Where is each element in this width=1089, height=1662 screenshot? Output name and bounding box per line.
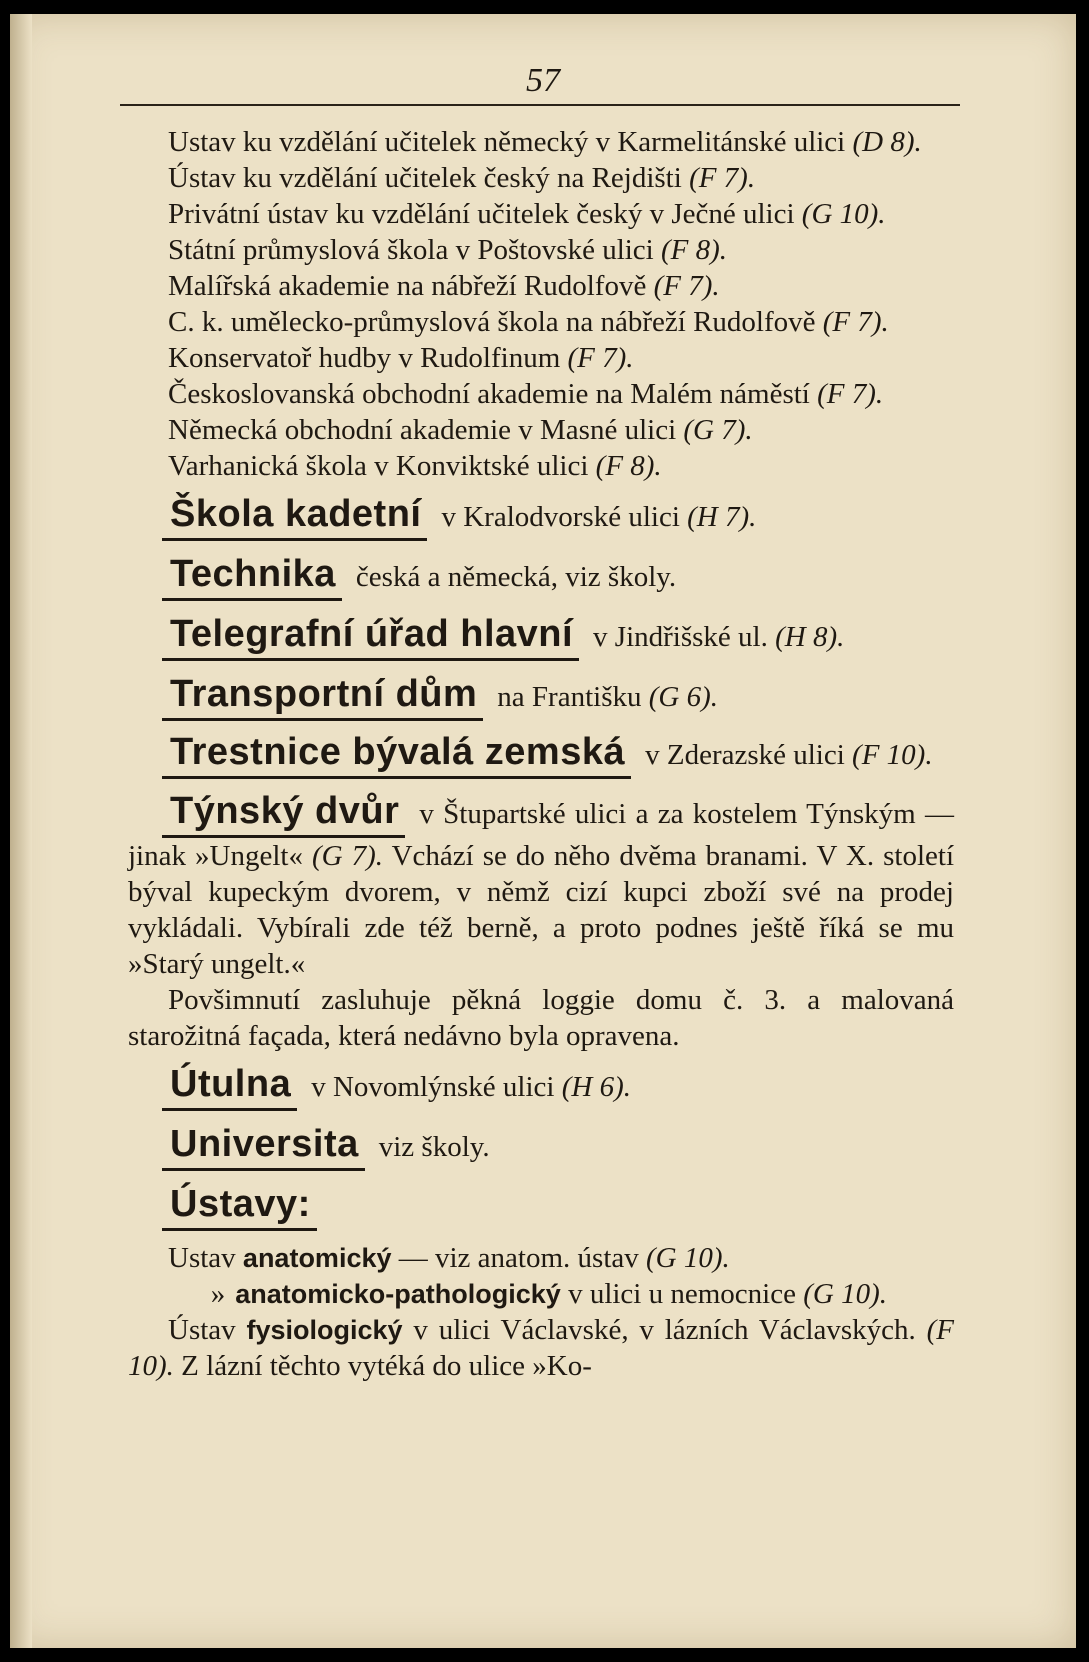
book-page [10, 14, 1076, 1648]
headword-entry-utulna: Útulna v Novomlýnské ulici (H 6). [128, 1060, 954, 1114]
entry-umelecko-prumyslova: C. k. umělecko-průmyslová škola na nábřeží Rudolfově (F 7). [168, 306, 889, 338]
entry-statni-skola: Státní průmyslová škola v Poštovské ulici (F 8). [168, 234, 728, 266]
headword-entry-transportni-dum: Transportní dům na Františku (G 6). [128, 670, 954, 724]
entry-ustav-cesky: Ústav ku vzdělání učitelek český na Rejdišti (F 7). [168, 162, 756, 194]
entry-obchodni-akademie-cs: Českoslovanská obchodní akademie na Malém náměstí (F 7). [168, 378, 884, 410]
headword-entry-tynsky-dvur: Týnský dvůr v Štupartské ulici a za kostelem Týnským — jinak »Ungelt« (G 7). Vchází se do něho dvěma branami. V X. století býval kupeckým dvorem, v němž cizí kupci zboží své na prodej vykládali. Vybírali zde též berně, a proto podnes ještě říká se mu »Starý ungelt.« [128, 790, 955, 980]
headword-entry-universita: Universita viz školy. [128, 1120, 954, 1174]
headword-entry-trestnice: Trestnice bývalá zemská v Zderazské ulici (F 10). [128, 730, 954, 779]
header-rule [120, 104, 960, 106]
page-text [128, 124, 954, 1384]
headword-entry-technika: Technika česká a německá, viz školy. [128, 550, 954, 604]
headword: Transportní dům [162, 672, 483, 721]
headword-entry-telegrafni-urad: Telegrafní úřad hlavní v Jindřišské ul. (H 8). [128, 610, 954, 664]
tynsky-dvur-note: Povšimnutí zasluhuje pěkná loggie domu č. 3. a malovaná starožitná façada, která nedávno byla opravena. [128, 984, 954, 1052]
headword: Škola kadetní [162, 492, 427, 541]
headword: Universita [162, 1122, 365, 1171]
headword: Technika [162, 552, 342, 601]
page-spine-shadow [10, 14, 32, 1648]
ustav-anatomicky: Ustav anatomický — viz anatom. ústav (G 10). [168, 1242, 730, 1274]
entry-ustav-nemecky: Ustav ku vzdělání učitelek německý v Karmelitánské ulici (D 8). [168, 126, 922, 158]
entry-privatni-ustav: Privátní ústav ku vzdělání učitelek český v Ječné ulici (G 10). [168, 198, 886, 230]
headword: Útulna [162, 1062, 297, 1111]
headword: Trestnice bývalá zemská [162, 730, 631, 779]
page-header [120, 62, 960, 108]
entry-varhanicka-skola: Varhanická škola v Konviktské ulici (F 8). [168, 450, 662, 482]
headword: Telegrafní úřad hlavní [162, 612, 579, 661]
headword: Ústavy: [162, 1182, 317, 1231]
headword: Týnský dvůr [162, 789, 405, 838]
page-number: 57 [520, 62, 566, 100]
entry-obchodni-akademie-de: Německá obchodní akademie v Masné ulici (G 7). [168, 414, 753, 446]
entry-malirska-akademie: Malířská akademie na nábřeží Rudolfově (F 7). [168, 270, 720, 302]
ustav-anatomicko-pathologicky: » anatomicko-pathologický v ulici u nemocnice (G 10). [210, 1278, 887, 1310]
headword-entry-ustavy [128, 1180, 954, 1234]
entry-konservator: Konservatoř hudby v Rudolfinum (F 7). [168, 342, 634, 374]
ustav-fysiologicky: Ústav fysiologický v ulici Václavské, v lázních Václavských. (F 10). Z lázní těchto vytéká do ulice »Ko- [128, 1314, 954, 1382]
headword-entry-skola-kadetni: Škola kadetní v Kralodvorské ulici (H 7). [128, 490, 954, 544]
